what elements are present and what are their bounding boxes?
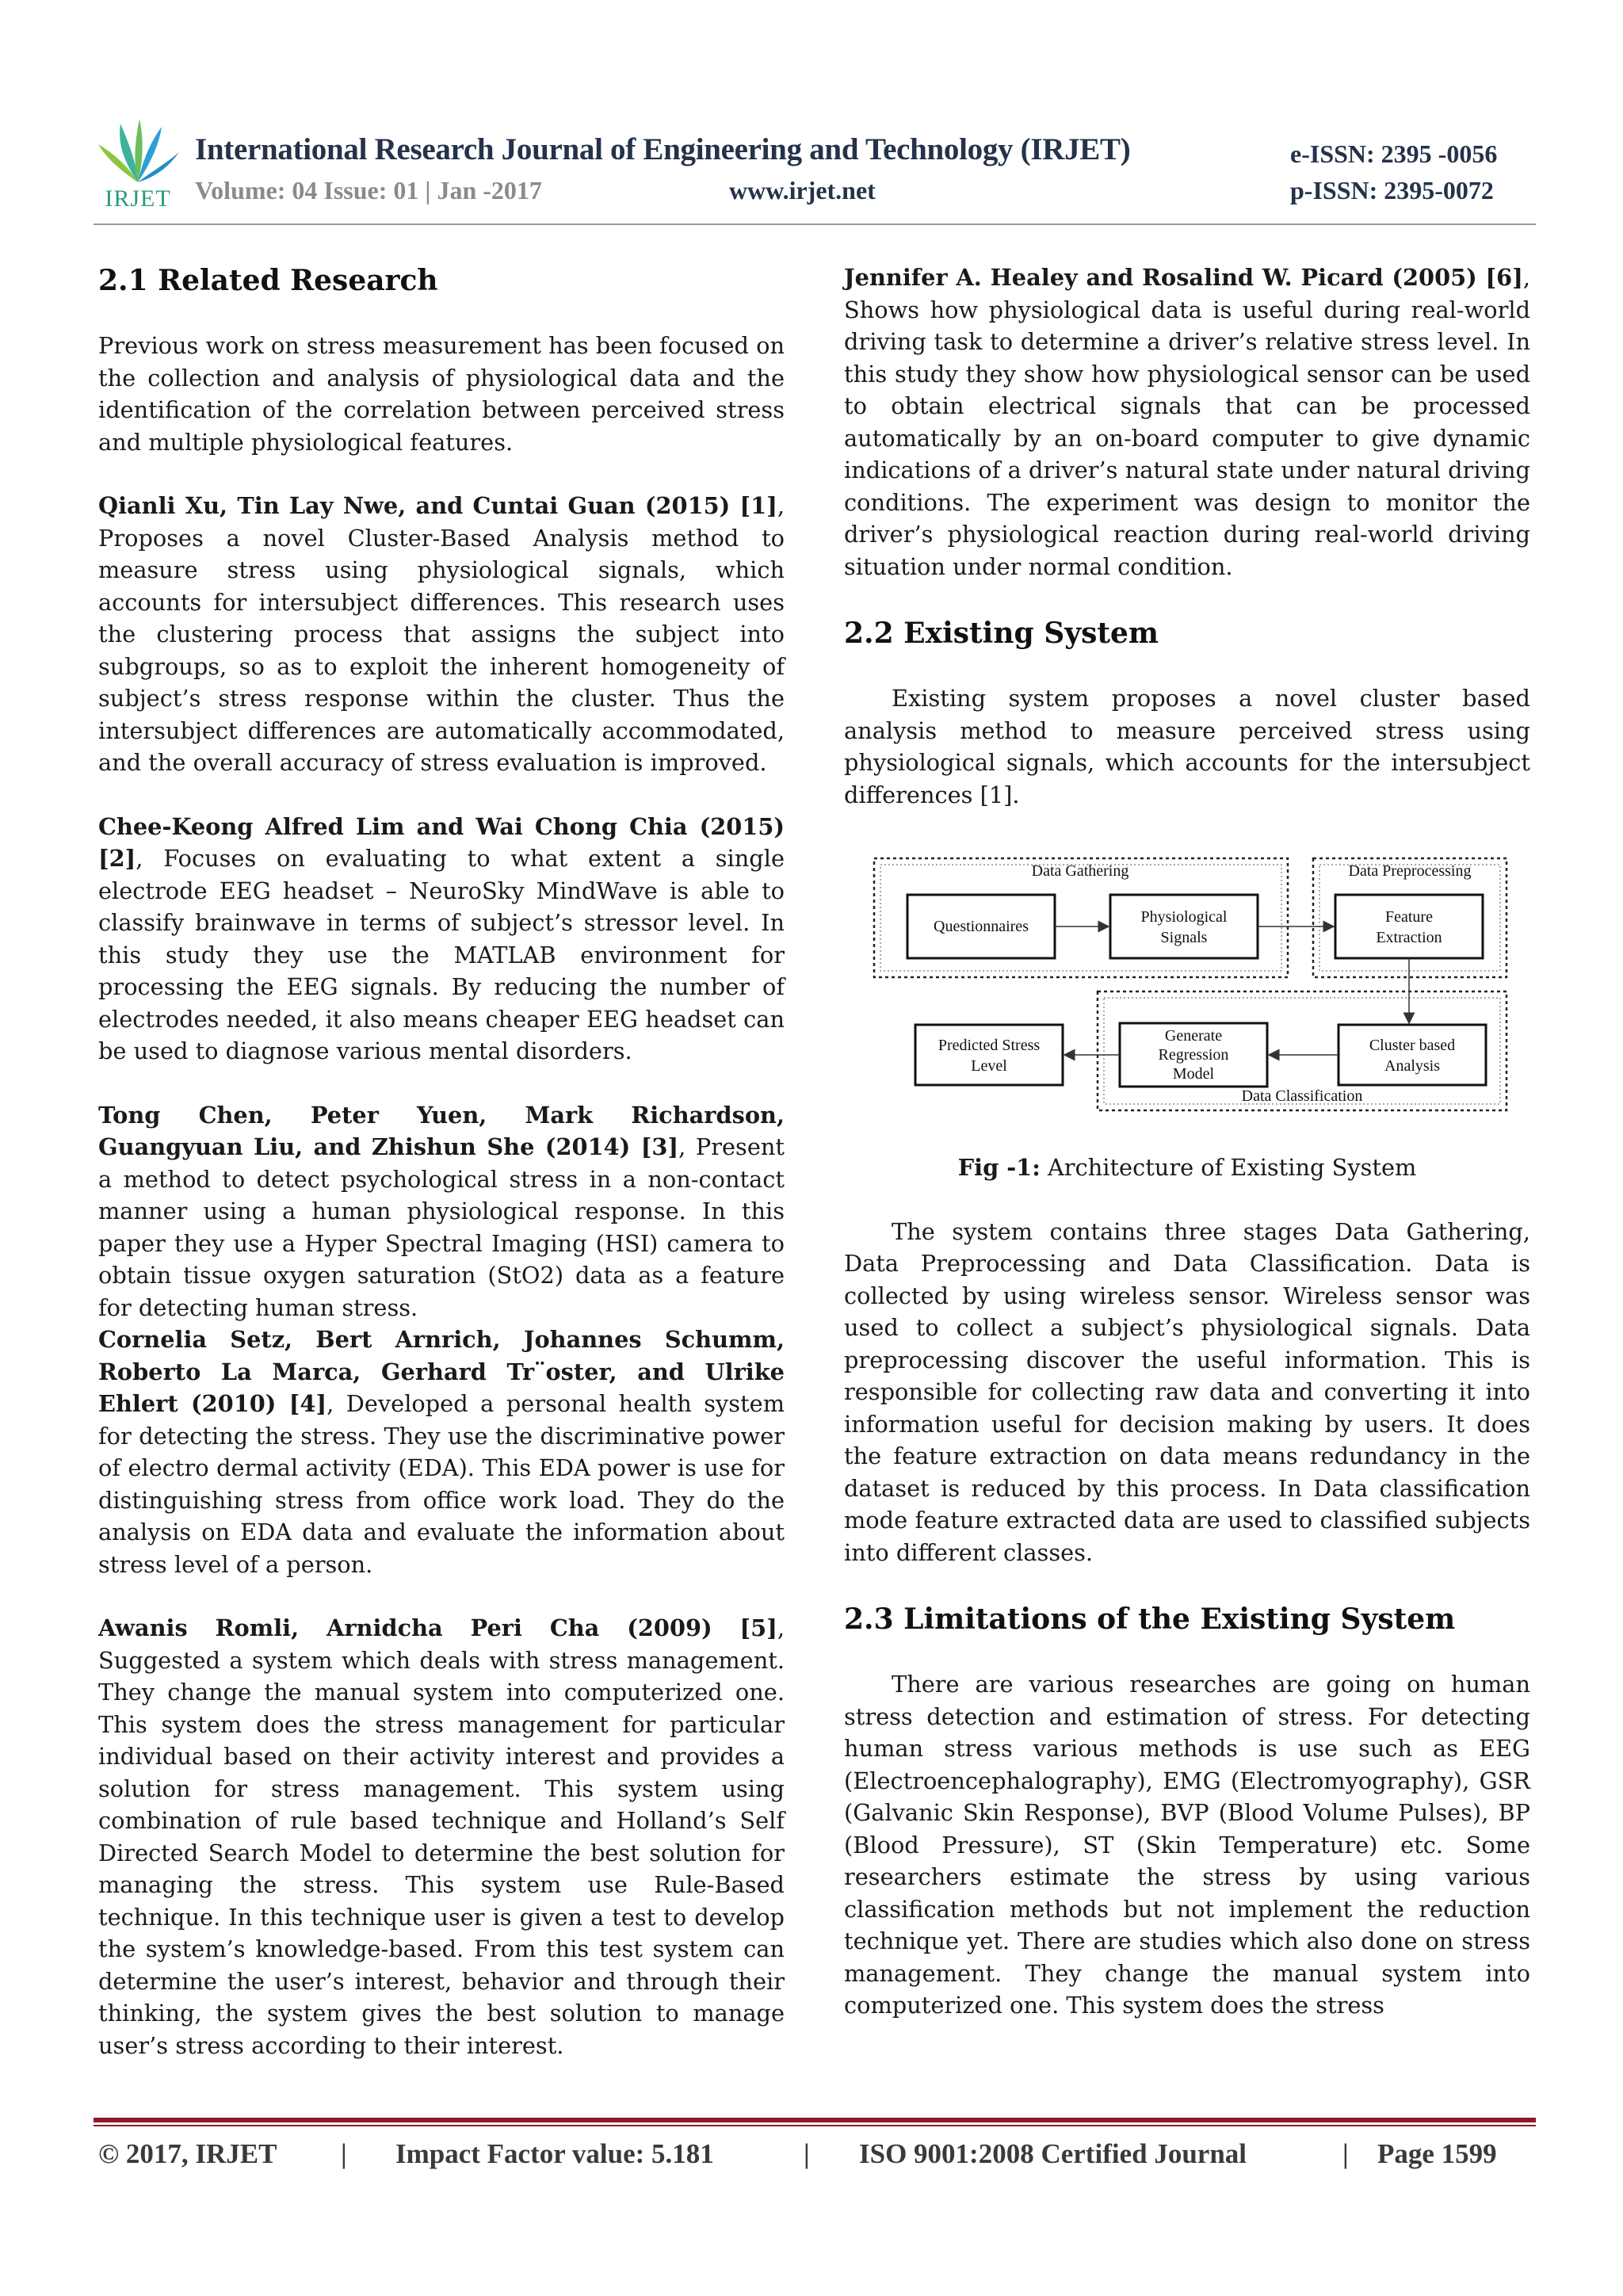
footer-impact-factor: Impact Factor value: 5.181: [395, 2138, 714, 2169]
text-feature-l2: Extraction: [1376, 929, 1442, 946]
footer-divider-thin: [94, 2125, 1536, 2126]
volume-issue: Volume: 04 Issue: 01 | Jan -2017: [195, 176, 542, 204]
section-2-1-intro: Previous work on stress measurement has been focused on the collection and analysis of physiological data and the identification of the correlation between perceived stress and multiple physiological features.: [98, 332, 785, 456]
reference-3: [98, 1099, 785, 1324]
reference-1-text: , Proposes a novel Cluster-Based Analysis method to measure stress using physiological signals, which accounts for intersubject differences. This research uses the clustering process that assigns the subject into subgroups, so as to exploit the inherent homogeneity of subject’s stress response within the cluster. Thus the intersubject differences are automatically accommodated, and the overall accuracy of stress evaluation is improved.: [98, 492, 785, 776]
footer-separator-3: |: [1342, 2138, 1349, 2169]
irjet-logo: [94, 116, 182, 219]
reference-6-text: , Shows how physiological data is useful during real-world driving task to determine a driver’s relative stress level. In this study they show how physiological sensor can be used to obtain electrical signals that can be processed automatically by an on-board computer to give dynamic indications of a driver’s natural state under natural driving conditions. The experiment was design to monitor the driver’s physiological reaction during real-world driving situation under normal condition.: [844, 264, 1530, 580]
section-heading-2-3: 2.3 Limitations of the Existing System: [844, 1603, 1456, 1636]
reference-4: [98, 1324, 785, 1580]
text-regress-l1: Generate: [1164, 1027, 1223, 1045]
reference-3-text: , Present a method to detect psychological stress in a non-contact manner using a human physiological response. In this paper they use a Hyper Spectral Imaging (HSI) camera to obtain tissue oxygen saturation (StO2) data as a feature for detecting human stress.: [98, 1133, 785, 1321]
text-questionnaires: Questionnaires: [934, 918, 1029, 935]
text-predicted-l1: Predicted Stress: [938, 1037, 1041, 1054]
footer-page-number: Page 1599: [1377, 2138, 1497, 2169]
page-footer: [98, 2138, 1541, 2178]
pissn: p-ISSN: 2395-0072: [1290, 176, 1494, 204]
reference-2: [98, 811, 785, 1068]
reference-5: [98, 1612, 785, 2061]
reference-2-text: , Focuses on evaluating to what extent a single electrode EEG headset – NeuroSky MindWave is able to classify brainwave in terms of subject’s stressor level. In this study they use the MATLAB environment for processing the EEG signals. By reducing the number of electrodes needed, it also means cheaper EEG headset can be used to diagnose various mental disorders.: [98, 845, 785, 1064]
box-feature-extraction: [1335, 895, 1483, 958]
label-data-preprocessing: Data Preprocessing: [1348, 862, 1472, 880]
box-cluster-analysis: [1338, 1025, 1486, 1085]
reference-4-text: , Developed a personal health system for detecting the stress. They use the discriminative power of electro dermal activity (EDA). This EDA power is use for distinguishing stress from office work load. They do the analysis on EDA data and evaluate the information about stress level of a person.: [98, 1390, 785, 1578]
architecture-diagram: [844, 842, 1530, 1112]
reference-6: [844, 262, 1530, 583]
text-physiological-l1: Physiological: [1140, 908, 1228, 926]
reference-1: [98, 490, 785, 779]
footer-divider-thick: [94, 2118, 1536, 2122]
reference-4-authors: Cornelia Setz, Bert Arnrich, Johannes Schumm, Roberto La Marca, Gerhard Tr¨oster, and Ulrike Ehlert (2010) [4]: [98, 1326, 785, 1417]
footer-separator-1: |: [341, 2138, 347, 2169]
footer-iso: ISO 9001:2008 Certified Journal: [859, 2138, 1247, 2169]
right-column: [844, 262, 1530, 2022]
figure-label: Fig -1:: [957, 1154, 1041, 1181]
reference-6-authors: Jennifer A. Healey and Rosalind W. Picard (2005) [6]: [844, 264, 1523, 291]
footer-separator-2: |: [804, 2138, 810, 2169]
reference-3-authors: Tong Chen, Peter Yuen, Mark Richardson, Guangyuan Liu, and Zhishun She (2014) [3]: [98, 1101, 785, 1160]
figure-caption-text: Architecture of Existing System: [1040, 1154, 1417, 1181]
text-physiological-l2: Signals: [1160, 929, 1208, 946]
section-heading-2-2: 2.2 Existing System: [844, 617, 1159, 650]
reference-1-authors: Qianli Xu, Tin Lay Nwe, and Cuntai Guan (2015) [1]: [98, 492, 777, 519]
eissn: e-ISSN: 2395 -0056: [1290, 139, 1498, 168]
figure-caption: [844, 1152, 1530, 1184]
journal-title: International Research Journal of Engineering and Technology (IRJET): [195, 132, 1131, 166]
journal-header: [94, 111, 1536, 230]
logo-text: IRJET: [105, 185, 171, 212]
label-data-gathering: Data Gathering: [1031, 862, 1129, 880]
box-predicted-stress: [915, 1025, 1063, 1085]
section-heading-2-1: 2.1 Related Research: [98, 264, 438, 297]
text-regress-l2: Regression: [1158, 1046, 1229, 1064]
footer-copyright: © 2017, IRJET: [98, 2138, 277, 2169]
architecture-diagram-svg: [844, 842, 1530, 1112]
box-physiological-signals: [1110, 895, 1258, 958]
text-regress-l3: Model: [1172, 1065, 1215, 1083]
label-data-classification: Data Classification: [1241, 1087, 1363, 1105]
section-2-2-text: Existing system proposes a novel cluster based analysis method to measure perceived stress using physiological signals, which accounts for the intersubject differences [1].: [844, 685, 1530, 808]
text-cluster-l2: Analysis: [1384, 1057, 1440, 1075]
irjet-leaf-icon: [94, 116, 182, 187]
text-feature-l1: Feature: [1385, 908, 1433, 926]
journal-website[interactable]: www.irjet.net: [729, 176, 876, 204]
header-divider: [94, 223, 1536, 225]
section-2-3-text: There are various researches are going on human stress detection and estimation of stress. For detecting human stress various methods is use such as EEG (Electroencephalography), EMG (Electromyography), GSR (Galvanic Skin Response), BVP (Blood Volume Pulses), BP (Blood Pressure), ST (Skin Temperature) etc. Some researchers estimate the stress by using various classification methods but not implement the reduction technique yet. There are studies which also done on stress management. They change the manual system into computerized one. This system does the stress: [844, 1671, 1530, 2019]
reference-2-authors: Chee-Keong Alfred Lim and Wai Chong Chia (2015) [2]: [98, 812, 785, 872]
text-cluster-l1: Cluster based: [1369, 1037, 1456, 1054]
left-column: [98, 262, 785, 2093]
reference-5-authors: Awanis Romli, Arnidcha Peri Cha (2009) [5]: [98, 1614, 777, 1641]
reference-5-text: , Suggested a system which deals with stress management. They change the manual system into computerized one. This system does the stress management for particular individual based on their activity interest and provides a solution for stress management. This system using combination of rule based technique and Holland’s Self Directed Search Model to determine the best solution for managing the stress. This system use Rule-Based technique. In this technique user is given a test to develop the system’s knowledge-based. From this test system can determine the user’s interest, behavior and through their thinking, the system gives the best solution to manage user’s stress according to their interest.: [98, 1614, 785, 2059]
text-predicted-l2: Level: [971, 1057, 1007, 1075]
section-2-2-text-2: The system contains three stages Data Gathering, Data Preprocessing and Data Classification. Data is collected by using wireless sensor. Wireless sensor was used to collect a subject’s physiological signals. Data preprocessing discover the useful information. This is responsible for collecting raw data and converting it into information useful for decision making by users. It does the feature extraction on data means redundancy in the dataset is reduced by this process. In Data classification mode feature extracted data are used to classified subjects into different classes.: [844, 1217, 1530, 1566]
